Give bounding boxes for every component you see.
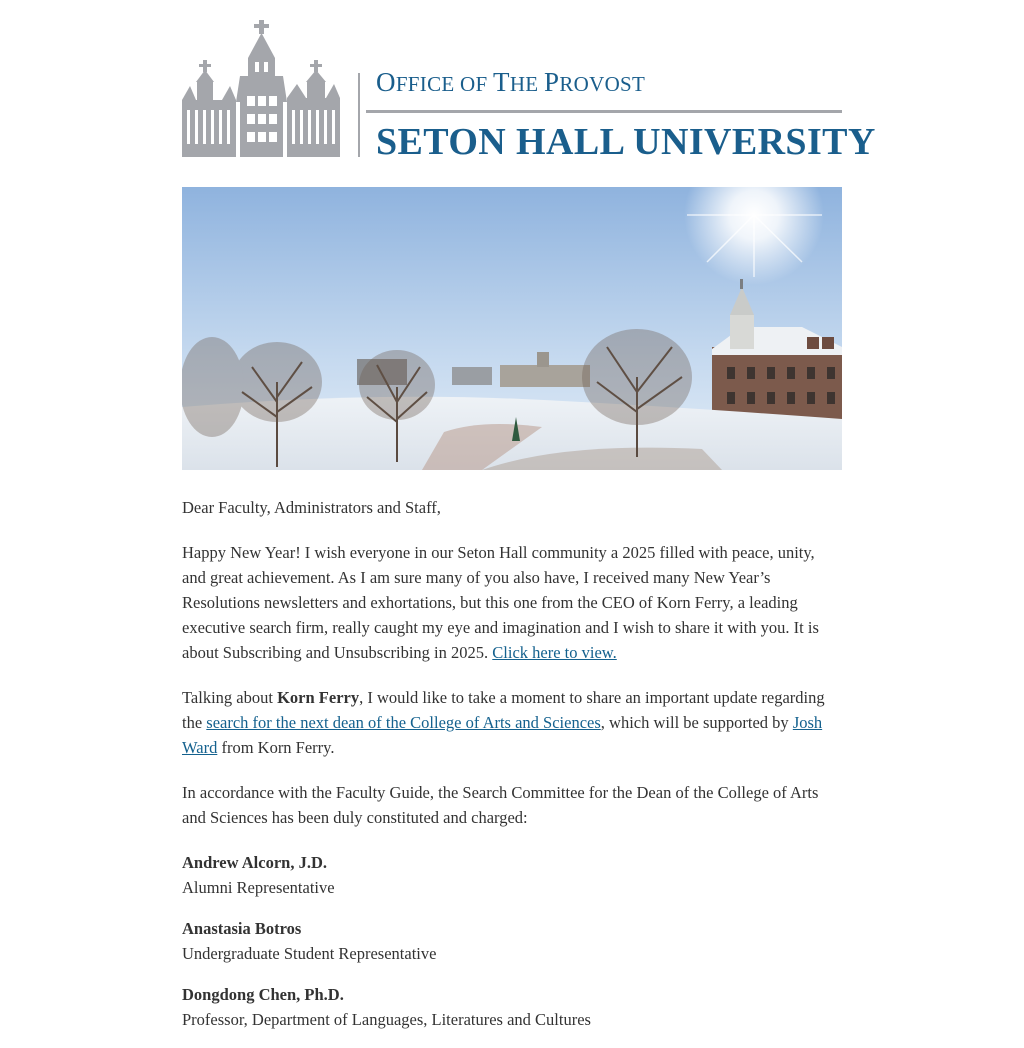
paragraph-korn-ferry: Talking about Korn Ferry, I would like to take a moment to share an important update regarding the search for the next dean of the College of Arts and Sciences, which will be supported by Josh Ward from Korn Ferry. bbox=[182, 688, 825, 757]
committee-member bbox=[182, 916, 842, 966]
member-role: Alumni Representative bbox=[182, 878, 335, 897]
email-header bbox=[182, 0, 876, 187]
member-role: Undergraduate Student Representative bbox=[182, 944, 437, 963]
click-here-link[interactable]: Click here to view. bbox=[492, 643, 617, 662]
dean-search-link[interactable]: search for the next dean of the College of Arts and Sciences bbox=[206, 713, 601, 732]
member-role: Professor, Department of Languages, Literatures and Cultures bbox=[182, 1010, 591, 1029]
member-name: Andrew Alcorn, J.D. bbox=[182, 853, 327, 872]
josh-ward-link[interactable]: Josh Ward bbox=[182, 713, 823, 757]
email-body bbox=[182, 495, 842, 1048]
office-title: OFFICE OF THE PROVOST bbox=[376, 67, 646, 97]
paragraph-committee: In accordance with the Faculty Guide, the Search Committee for the Dean of the College of Arts and Sciences has been duly constituted and charged: bbox=[182, 783, 819, 827]
paragraph-new-year: Happy New Year! I wish everyone in our Seton Hall community a 2025 filled with peace, unity, and great achievement. As I am sure many of you also have, I received many New Year’s Resolutions newsletters and exhortations, but this one from the CEO of Korn Ferry, a leading executive search firm, really caught my eye and imagination and I wish to share it with you. It is about Subscribing and Unsubscribing in 2025. Click here to view. bbox=[182, 543, 819, 662]
member-name: Dongdong Chen, Ph.D. bbox=[182, 985, 344, 1004]
university-title: SETON HALL UNIVERSITY bbox=[376, 121, 876, 163]
member-name: Anastasia Botros bbox=[182, 919, 302, 938]
church-towers-logo-icon bbox=[182, 18, 342, 158]
header-vertical-divider bbox=[358, 73, 360, 157]
committee-member bbox=[182, 850, 842, 900]
greeting: Dear Faculty, Administrators and Staff, bbox=[182, 498, 441, 517]
snowy-campus-photo-icon bbox=[182, 187, 842, 470]
email-container bbox=[182, 0, 876, 1029]
committee-member bbox=[182, 982, 842, 1032]
header-horizontal-divider bbox=[366, 110, 842, 113]
